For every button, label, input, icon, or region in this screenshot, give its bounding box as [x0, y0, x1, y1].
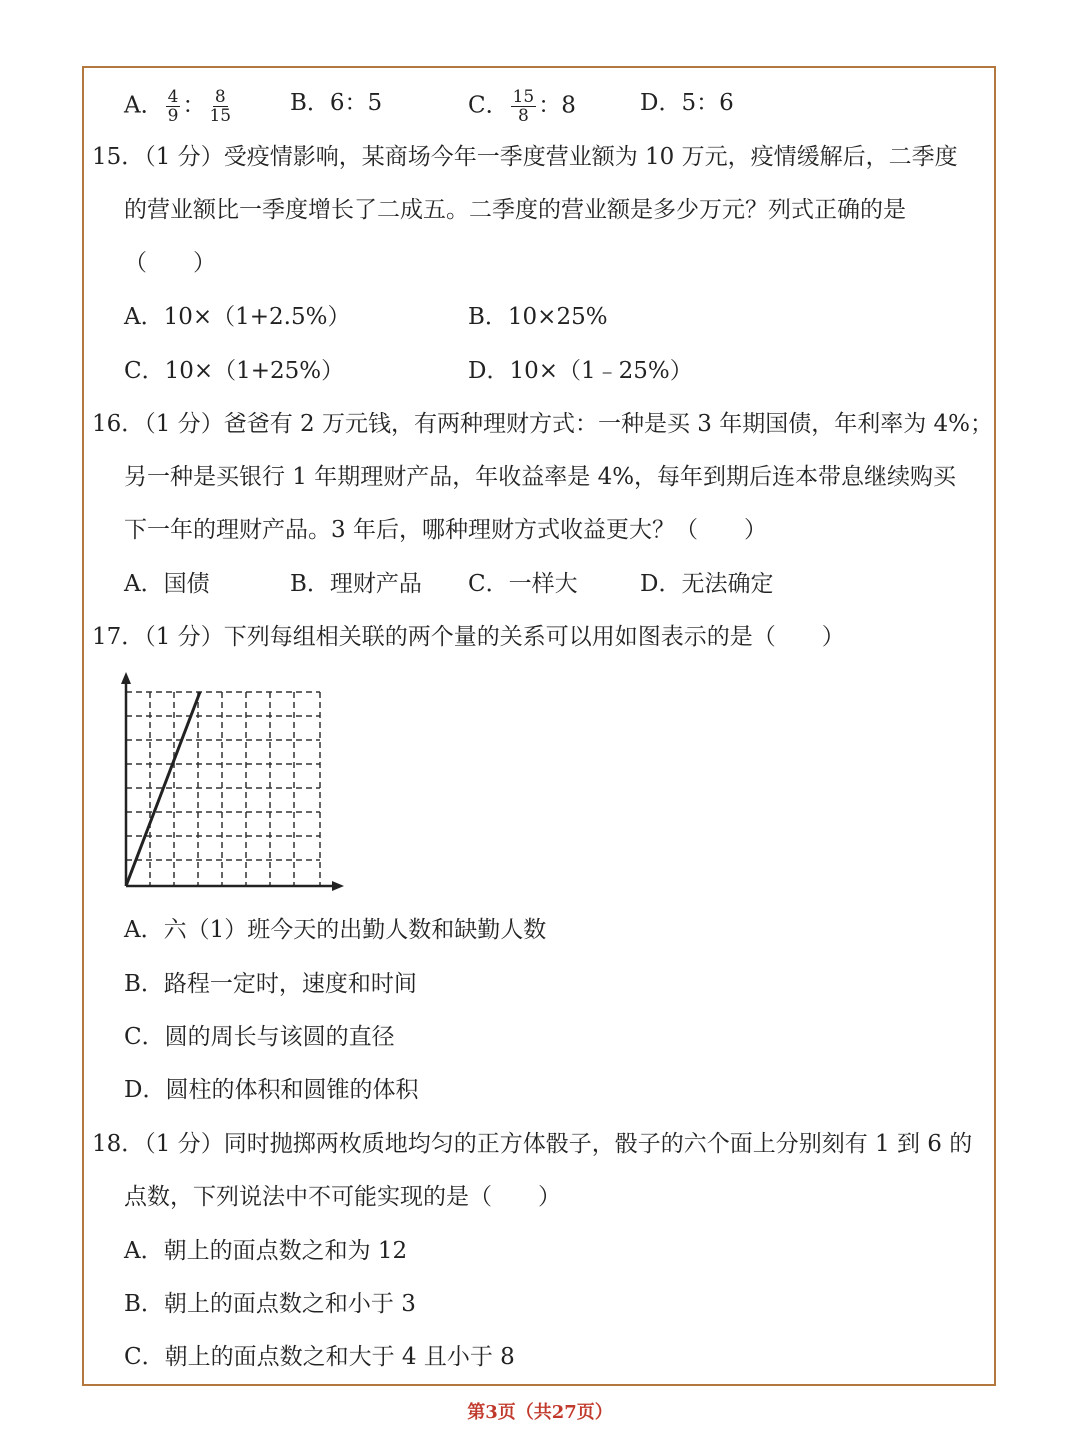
q15-option-a: A．10×（1+2.5%） [124, 304, 351, 330]
fraction: $\frac{8}{15}$ [209, 87, 232, 126]
page-footer: 第3页（共27页） [467, 1402, 613, 1423]
q16-option-c: C．一样大 [468, 571, 578, 597]
graph-grid [126, 692, 320, 886]
q15-option-d: D．10×（1﹣25%） [468, 358, 693, 384]
q15-option-b: B．10×25% [468, 304, 608, 330]
total-pages: 27 [551, 1402, 577, 1423]
q15-option-c: C．10×（1+25%） [124, 358, 345, 384]
x-axis-arrow-icon [332, 881, 344, 891]
q17-graph [112, 668, 352, 898]
fraction: $\frac{15}{8}$ [512, 87, 535, 126]
q17-stem-line1: 17．（1 分）下列每组相关联的两个量的关系可以用如图表示的是（ ） [92, 624, 845, 650]
q14-option-b: B．6：5 [290, 90, 383, 116]
q18-option-a: A．朝上的面点数之和为 12 [124, 1238, 408, 1264]
q16-option-a: A．国债 [124, 571, 210, 597]
q17-option-c: C．圆的周长与该圆的直径 [124, 1024, 395, 1050]
q16-stem-line2: 另一种是买银行 1 年期理财产品，年收益率是 4%，每年到期后连本带息继续购买 [124, 464, 957, 490]
q18-stem-line2: 点数，下列说法中不可能实现的是（ ） [124, 1184, 561, 1210]
q14-option-d: D．5：6 [640, 90, 734, 116]
q18-option-c: C．朝上的面点数之和大于 4 且小于 8 [124, 1344, 515, 1370]
y-axis-arrow-icon [121, 672, 131, 684]
q18-stem-line1: 18．（1 分）同时抛掷两枚质地均匀的正方体骰子，骰子的六个面上分别刻有 1 到 6 的 [92, 1131, 973, 1157]
fraction: $\frac{4}{9}$ [167, 87, 179, 126]
q17-option-a: A．六（1）班今天的出勤人数和缺勤人数 [124, 917, 547, 943]
q15-stem-line3: （ ） [124, 250, 216, 276]
q16-option-b: B．理财产品 [290, 571, 422, 597]
q15-stem-line1: 15．（1 分）受疫情影响，某商场今年一季度营业额为 10 万元，疫情缓解后，二季度 [92, 144, 958, 170]
q17-option-b: B．路程一定时，速度和时间 [124, 971, 417, 997]
proportional-line [126, 692, 200, 886]
page-number: 3 [485, 1402, 498, 1423]
q15-stem-line2: 的营业额比一季度增长了二成五。二季度的营业额是多少万元？列式正确的是 [124, 197, 906, 223]
q17-option-d: D．圆柱的体积和圆锥的体积 [124, 1077, 419, 1103]
q16-option-d: D．无法确定 [640, 571, 774, 597]
q16-stem-line3: 下一年的理财产品。3 年后，哪种理财方式收益更大？（ ） [124, 517, 767, 543]
q14-option-c: C． $\frac{15}{8}$ ：8 [468, 87, 576, 126]
q14-option-a: A． $\frac{4}{9}$ ： $\frac{8}{15}$ [124, 87, 232, 126]
q16-stem-line1: 16．（1 分）爸爸有 2 万元钱，有两种理财方式：一种是买 3 年期国债，年利率为 4%； [92, 411, 994, 437]
q18-option-b: B．朝上的面点数之和小于 3 [124, 1291, 416, 1317]
